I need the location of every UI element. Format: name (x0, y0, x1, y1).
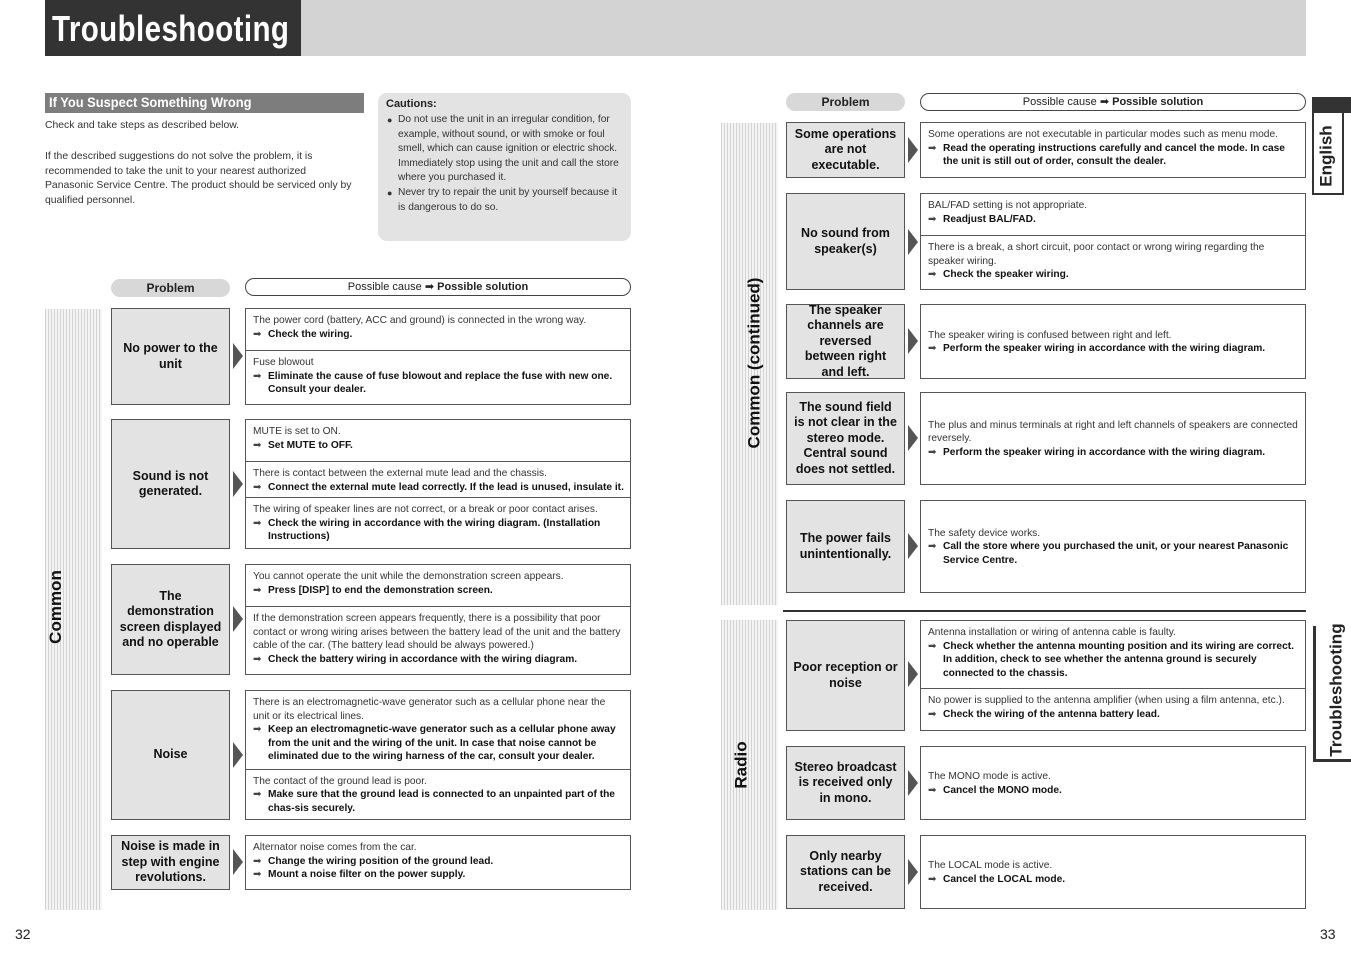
problem-cell: The sound field is not clear in the stereo mode. Central sound does not settled. (786, 392, 905, 485)
solution-cell (920, 392, 1306, 485)
solution-text: ➡ Read the operating instructions carefully and cancel the mode. In case the unit is still out of order, consult the dealer. (928, 142, 1299, 169)
solution-text: ➡ Make sure that the ground lead is connected to an unpainted part of the chas-sis securely. (253, 788, 624, 815)
cause-item (921, 501, 1305, 592)
page-title: Troubleshooting (52, 8, 290, 49)
cause-item (246, 350, 630, 401)
triangle-pointer-icon (233, 471, 243, 497)
solution-text: ➡ Check the speaker wiring. (928, 268, 1299, 282)
cause-item (246, 836, 630, 886)
cause-header: Possible cause (347, 281, 422, 293)
problem-header: Problem (786, 93, 905, 111)
solution-text: ➡ Check whether the antenna mounting position and its wiring are correct. In addition, check to see whether the antenna ground is securely connected to the chassis. (928, 640, 1299, 681)
problem-cell: No sound from speaker(s) (786, 193, 905, 290)
solution-cell (245, 835, 631, 890)
solution-cell (245, 690, 631, 820)
cause-item (246, 309, 630, 350)
section-tab-label: Troubleshooting (1326, 623, 1346, 757)
solution-text: ➡ Call the store where you purchased the unit, or your nearest Panasonic Service Centre. (928, 540, 1299, 567)
problem-header: Problem (111, 279, 230, 297)
cause-text: The plus and minus terminals at right and left channels of speakers are connected reversely. (928, 419, 1298, 445)
solution-text: ➡ Press [DISP] to end the demonstration screen. (253, 584, 624, 598)
solution-cell (920, 193, 1306, 290)
cause-text: MUTE is set to ON. (253, 426, 341, 437)
problem-cell: Noise is made in step with engine revolutions. (111, 835, 230, 890)
section-heading: If You Suspect Something Wrong (49, 94, 252, 110)
cause-item (921, 194, 1305, 235)
cause-text: If the demonstration screen appears frequently, there is a possibility that poor contact or wrong wiring arises between the battery lead of the unit and the battery cable of the car. (The battery lead should be always powered.) (253, 613, 621, 651)
page-number-left: 32 (15, 926, 31, 942)
cause-text: Antenna installation or wiring of antenna cable is faulty. (928, 627, 1176, 638)
cause-text: The contact of the ground lead is poor. (253, 775, 427, 787)
cause-item (921, 747, 1305, 819)
triangle-pointer-icon (908, 328, 918, 354)
triangle-pointer-icon (233, 849, 243, 875)
solution-cell (245, 308, 631, 405)
problem-cell: Stereo broadcast is received only in mono. (786, 746, 905, 820)
triangle-pointer-icon (908, 770, 918, 796)
solution-text: ➡ Keep an electromagnetic-wave generator such as a cellular phone away from the unit and the wiring of the unit. In case that noise cannot be eliminated due to the wiring harness of the car, consult your dealer. (253, 723, 624, 764)
cause-text: The wiring of speaker lines are not correct, or a break or poor contact arises. (253, 504, 598, 515)
solution-text: ➡ Check the wiring. (253, 328, 624, 342)
triangle-pointer-icon (233, 343, 243, 369)
cause-item (246, 461, 630, 497)
cause-item (921, 235, 1305, 286)
cause-text: No power is supplied to the antenna amplifier (when using a film antenna, etc.). (928, 695, 1285, 706)
cause-item (246, 420, 630, 461)
solution-text: ➡ Readjust BAL/FAD. (928, 213, 1299, 227)
cause-item (246, 497, 630, 548)
problem-cell: No power to the unit (111, 308, 230, 405)
triangle-pointer-icon (233, 742, 243, 768)
problem-cell: The power fails unintentionally. (786, 500, 905, 593)
cause-item (921, 393, 1305, 484)
solution-text: ➡ Check the wiring of the antenna battery lead. (928, 708, 1299, 722)
solution-cell (920, 746, 1306, 820)
solution-cell (920, 122, 1306, 178)
triangle-pointer-icon (908, 859, 918, 885)
cause-item (921, 688, 1305, 725)
solution-header: Possible solution (1112, 96, 1204, 108)
cause-header: Possible cause (1022, 96, 1097, 108)
intro-paragraph-2: If the described suggestions do not solve the problem, it is recommended to take the unit to your nearest authorized Panasonic Service Centre. The product should be serviced only by qualified personnel. (45, 151, 352, 206)
solution-cell (920, 620, 1306, 731)
solution-header: Possible solution (437, 281, 529, 293)
problem-cell: Noise (111, 690, 230, 820)
cause-text: BAL/FAD setting is not appropriate. (928, 200, 1088, 211)
section-divider (783, 610, 1306, 612)
solution-cell (920, 500, 1306, 593)
caution-item: ● Never try to repair the unit by yourself because it is dangerous to do so. (386, 186, 623, 215)
cause-text: The safety device works. (928, 527, 1041, 539)
cause-item (246, 606, 630, 670)
triangle-pointer-icon (908, 137, 918, 163)
cautions-box (378, 93, 631, 241)
problem-cell: Some operations are not executable. (786, 122, 905, 178)
cause-item (246, 565, 630, 606)
triangle-pointer-icon (908, 661, 918, 687)
cautions-title: Cautions: (386, 98, 437, 110)
section-tab-foot (1313, 759, 1351, 762)
page-number-right: 33 (1320, 926, 1336, 942)
solution-text: ➡ Change the wiring position of the ground lead. (253, 855, 624, 869)
triangle-pointer-icon (908, 425, 918, 451)
solution-text: ➡ Perform the speaker wiring in accordance with the wiring diagram. (928, 446, 1299, 460)
solution-text: ➡ Cancel the LOCAL mode. (928, 873, 1299, 887)
arrow-right-icon: ➡ (424, 281, 435, 293)
category-label: Common (45, 570, 65, 644)
intro-paragraph-1: Check and take steps as described below. (45, 120, 240, 131)
cause-item (246, 691, 630, 769)
cause-text: The MONO mode is active. (928, 771, 1051, 782)
cause-solution-header (245, 278, 631, 296)
cause-text: Alternator noise comes from the car. (253, 842, 417, 853)
cause-item (921, 305, 1305, 378)
cause-solution-header (920, 93, 1306, 111)
solution-cell (245, 564, 631, 675)
triangle-pointer-icon (908, 533, 918, 559)
english-tab-bar (1312, 97, 1351, 113)
problem-cell: Poor reception or noise (786, 620, 905, 731)
category-label: Common (continued) (744, 277, 764, 449)
english-tab-label: English (1316, 125, 1336, 187)
cause-item (246, 769, 630, 820)
solution-text: ➡ Perform the speaker wiring in accordance with the wiring diagram. (928, 342, 1299, 356)
arrow-right-icon: ➡ (1099, 96, 1110, 108)
solution-text: ➡ Mount a noise filter on the power supply. (253, 868, 624, 882)
cause-text: The speaker wiring is confused between right and left. (928, 329, 1172, 341)
solution-text: ➡ Connect the external mute lead correctly. If the lead is unused, insulate it. (253, 481, 624, 495)
solution-cell (920, 835, 1306, 909)
solution-text: ➡ Check the wiring in accordance with the wiring diagram. (Installation Instructions) (253, 517, 624, 544)
triangle-pointer-icon (908, 229, 918, 255)
solution-text: ➡ Cancel the MONO mode. (928, 784, 1299, 798)
cause-text: Some operations are not executable in particular modes such as menu mode. (928, 129, 1278, 140)
solution-cell (245, 419, 631, 549)
solution-text: ➡ Set MUTE to OFF. (253, 439, 624, 453)
problem-cell: Sound is not generated. (111, 419, 230, 549)
cause-text: There is a break, a short circuit, poor contact or wrong wiring regarding the speaker wiring. (928, 242, 1265, 267)
solution-text: ➡ Check the battery wiring in accordance with the wiring diagram. (253, 653, 624, 667)
category-label: Radio (731, 741, 751, 789)
cause-text: Fuse blowout (253, 357, 314, 368)
problem-cell: Only nearby stations can be received. (786, 835, 905, 909)
cause-text: The power cord (battery, ACC and ground) is connected in the wrong way. (253, 315, 587, 326)
cause-item (921, 836, 1305, 908)
section-tab-line (1313, 626, 1316, 761)
cause-item (921, 123, 1305, 173)
cause-text: There is an electromagnetic-wave generator such as a cellular phone near the unit or its electrical lines. (253, 697, 606, 722)
cause-text: There is contact between the external mute lead and the chassis. (253, 468, 547, 479)
problem-cell: The speaker channels are reversed between right and left. (786, 304, 905, 379)
cause-text: You cannot operate the unit while the demonstration screen appears. (253, 571, 564, 582)
cause-item (921, 621, 1305, 688)
cause-text: The LOCAL mode is active. (928, 860, 1053, 871)
caution-item: ● Do not use the unit in an irregular condition, for example, without sound, or with smoke or foul smell, which can cause ignition or electric shock. Immediately stop using the unit and call the store where you purchased it. (386, 113, 623, 186)
problem-cell: The demonstration screen displayed and no operable (111, 564, 230, 675)
solution-text: ➡ Eliminate the cause of fuse blowout and replace the fuse with new one. Consult your dealer. (253, 370, 624, 397)
solution-cell (920, 304, 1306, 379)
triangle-pointer-icon (233, 606, 243, 632)
